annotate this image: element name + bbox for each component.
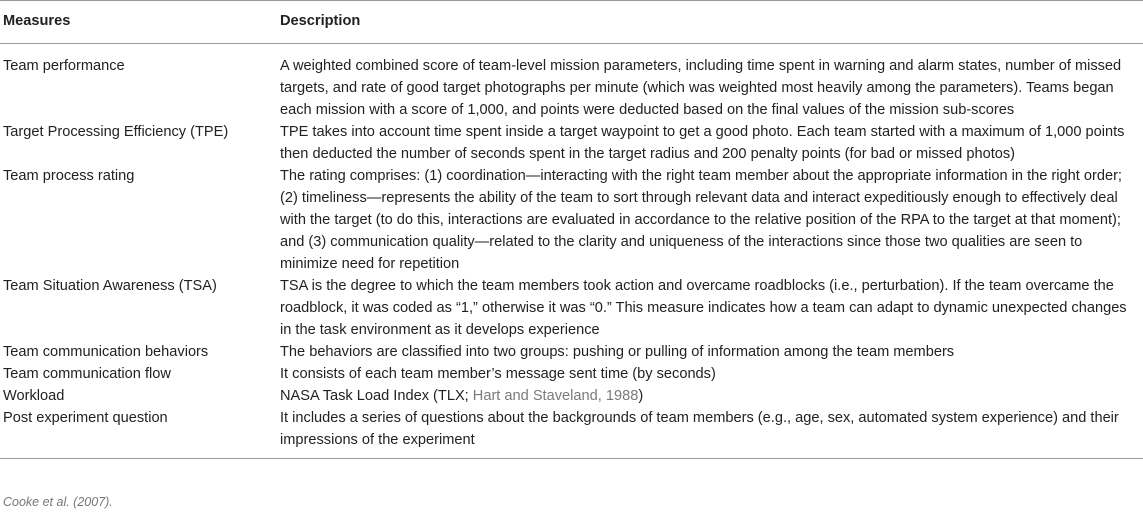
table-row: [0, 121, 1143, 165]
table-row: [0, 385, 1143, 407]
description-cell: It consists of each team member’s message sent time (by seconds): [280, 366, 716, 382]
description-cell: [276, 385, 1143, 407]
description-cell: TPE takes into account time spent inside a target waypoint to get a good photo. Each team started with a maximum of 1,000 points then deducted the number of seconds spent in the target radius and 200 penalty points (for bad or missed photos): [280, 124, 1125, 162]
table-row: [0, 165, 1143, 275]
description-text: ): [638, 388, 644, 404]
header-row: [0, 1, 1143, 44]
table-footnote: Cooke et al. (2007).: [3, 495, 113, 509]
measure-cell: Team communication behaviors: [3, 344, 209, 360]
table-body: [0, 44, 1143, 459]
measure-cell: Target Processing Efficiency (TPE): [3, 124, 229, 140]
measure-cell: Post experiment question: [0, 407, 276, 459]
measure-cell: Team process rating: [3, 168, 135, 184]
table-row: [0, 363, 1143, 385]
description-text: NASA Task Load Index (TLX;: [280, 388, 473, 404]
description-cell: It includes a series of questions about the backgrounds of team members (e.g., age, sex, automated system experience) and their impressions of the experiment: [276, 407, 1143, 459]
description-cell: A weighted combined score of team-level mission parameters, including time spent in warning and alarm states, number of missed targets, and rate of good target photographs per minute (which was weighted most heavily among the parameters). Teams began each mission with a score of 1,000, and points were deducted based on the final values of the mission sub-scores: [280, 58, 1122, 118]
description-cell: The behaviors are classified into two groups: pushing or pulling of information among the team members: [280, 344, 955, 360]
measure-cell: Team Situation Awareness (TSA): [3, 278, 217, 294]
header-measures: Measures: [0, 1, 276, 44]
table-row: [0, 407, 1143, 459]
table-header: [0, 1, 1143, 44]
description-cell: The rating comprises: (1) coordination—interacting with the right team member about the appropriate information in the right order; (2) timeliness—represents the ability of the team to sort through relevant data and interact expeditiously enough to effectively deal with the target (to do this, interactions are evaluated in accordance to the relative position of the RPA to the target at that moment); and (3) communication quality—related to the clarity and uniqueness of the interactions since those two qualities are seen to minimize need for repetition: [280, 168, 1122, 272]
table-row: [0, 44, 1143, 122]
table-row: [0, 275, 1143, 341]
description-cell: TSA is the degree to which the team members took action and overcame roadblocks (i.e., perturbation). If the team overcame the roadblock, it was coded as “1,” otherwise it was “0.” This measure indicates how a team can adapt to dynamic unexpected changes in the task environment as it develops experience: [280, 278, 1127, 338]
header-description: Description: [276, 1, 1143, 44]
table-row: [0, 341, 1143, 363]
measure-cell: Team communication flow: [3, 366, 171, 382]
measure-cell: Workload: [3, 388, 65, 404]
measure-cell: Team performance: [3, 58, 125, 74]
citation-link[interactable]: Hart and Staveland, 1988: [472, 388, 639, 404]
